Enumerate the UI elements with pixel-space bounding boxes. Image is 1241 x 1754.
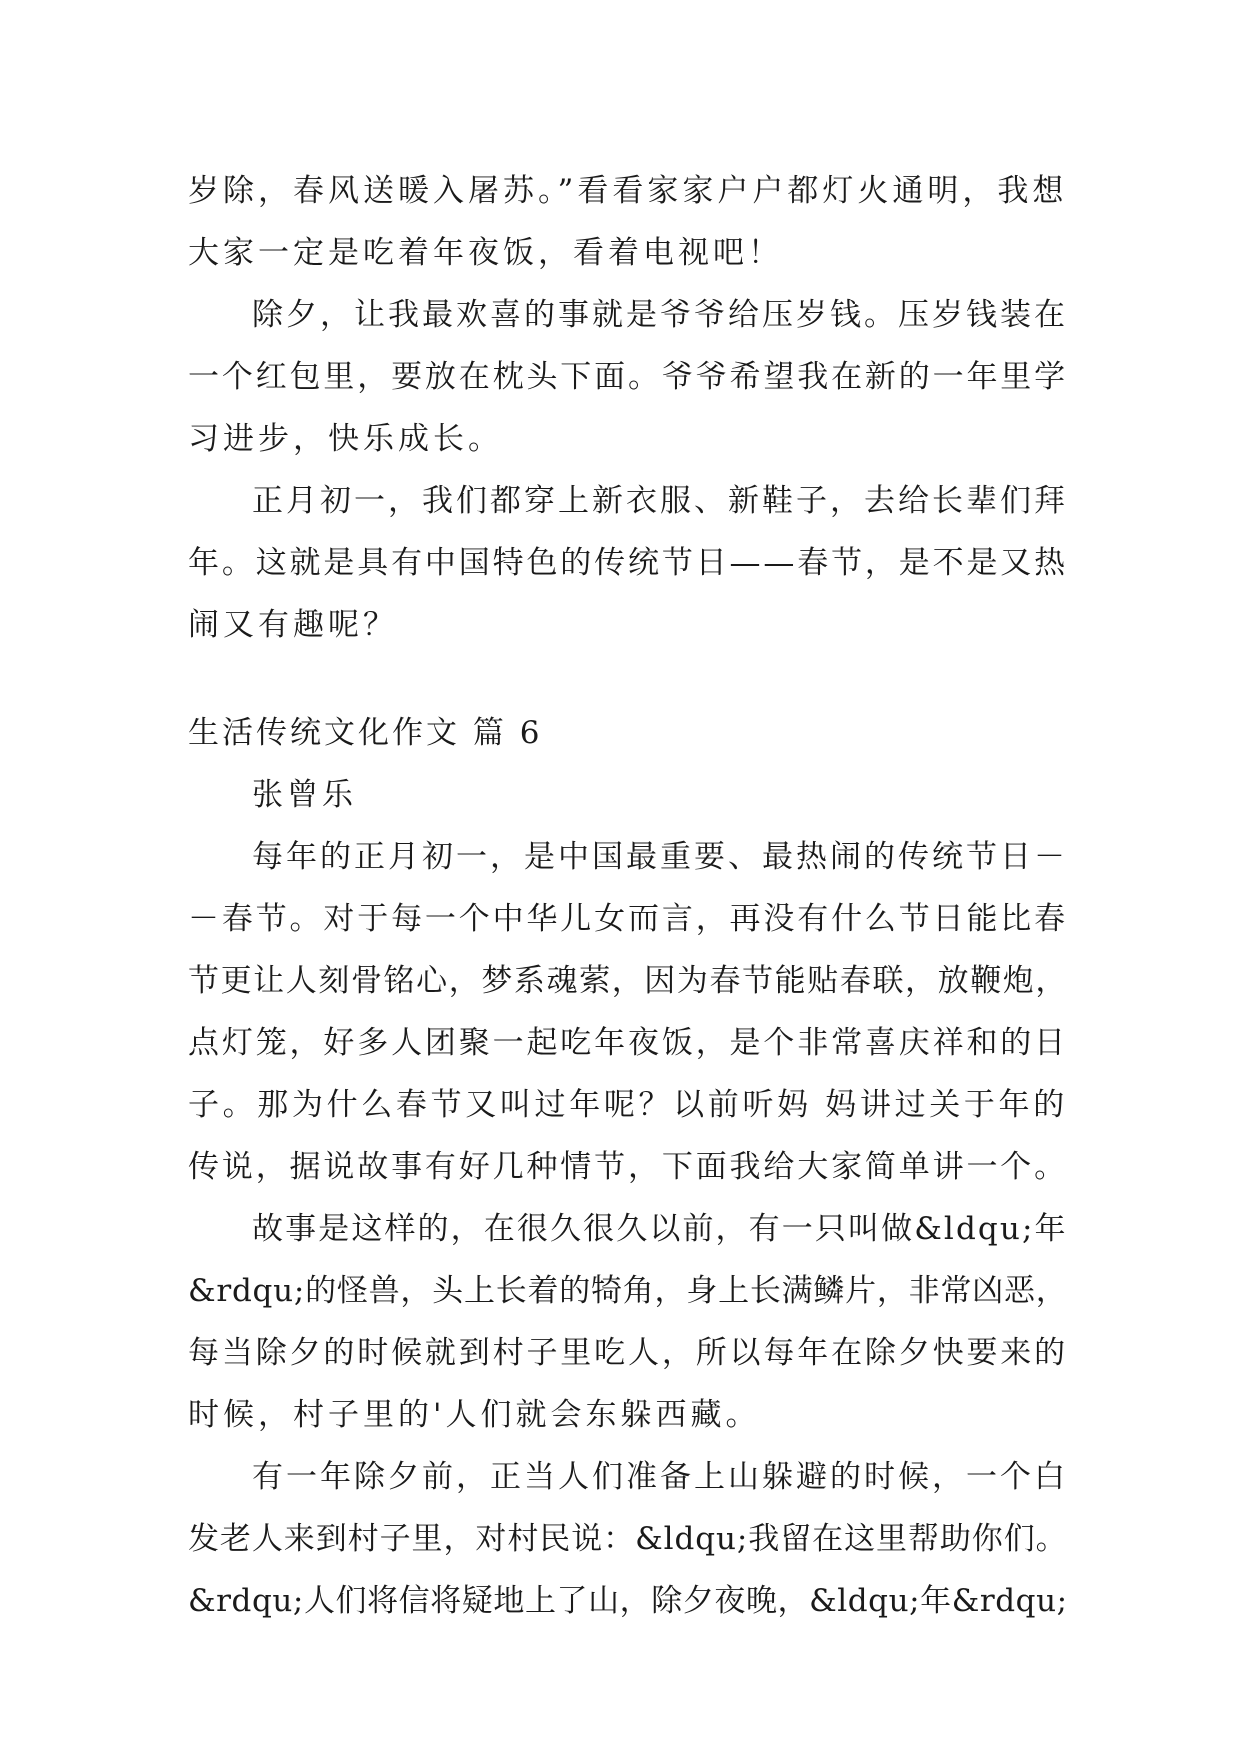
paragraph-line: 年。这就是具有中国特色的传统节日——春节，是不是又热 xyxy=(188,545,1068,581)
paragraph-line: &rdqu;的怪兽，头上长着的犄角，身上长满鳞片，非常凶恶， xyxy=(188,1273,1068,1309)
paragraph-line: 传说，据说故事有好几种情节，下面我给大家简单讲一个。 xyxy=(188,1149,1068,1185)
paragraph-line: 闹又有趣呢？ xyxy=(188,607,398,643)
paragraph-line: －春节。对于每一个中华儿女而言，再没有什么节日能比春 xyxy=(188,901,1068,937)
paragraph-line: 时候，村子里的'人们就会东躲西藏。 xyxy=(188,1397,761,1433)
paragraph-line: 除夕，让我最欢喜的事就是爷爷给压岁钱。压岁钱装在 xyxy=(252,297,1068,333)
paragraph-line: 大家一定是吃着年夜饭，看着电视吧！ xyxy=(188,235,783,271)
paragraph-line: 岁除，春风送暖入屠苏。”看看家家户户都灯火通明，我想 xyxy=(188,173,1068,209)
paragraph-line: 每当除夕的时候就到村子里吃人，所以每年在除夕快要来的 xyxy=(188,1335,1068,1371)
author-name: 张曾乐 xyxy=(252,777,357,813)
paragraph-line: 正月初一，我们都穿上新衣服、新鞋子，去给长辈们拜 xyxy=(252,483,1068,519)
paragraph-line: 习进步，快乐成长。 xyxy=(188,421,503,457)
section-spacer xyxy=(188,656,1068,702)
document-body xyxy=(188,160,1068,1632)
paragraph-line: 故事是这样的，在很久很久以前，有一只叫做&ldqu;年 xyxy=(252,1211,1068,1247)
paragraph-line: 节更让人刻骨铭心，梦系魂萦，因为春节能贴春联，放鞭炮， xyxy=(188,963,1068,999)
paragraph-line: &rdqu;人们将信将疑地上了山，除夕夜晚，&ldqu;年&rdqu; xyxy=(188,1583,1068,1619)
paragraph-line: 每年的正月初一，是中国最重要、最热闹的传统节日－ xyxy=(252,839,1068,875)
paragraph-line: 子。那为什么春节又叫过年呢？以前听妈 妈讲过关于年的 xyxy=(188,1087,1068,1123)
paragraph-line: 发老人来到村子里，对村民说：&ldqu;我留在这里帮助你们。 xyxy=(188,1521,1068,1557)
paragraph-line: 有一年除夕前，正当人们准备上山躲避的时候，一个白 xyxy=(252,1459,1068,1495)
section-title: 生活传统文化作文 篇 6 xyxy=(188,715,543,751)
paragraph-line: 一个红包里，要放在枕头下面。爷爷希望我在新的一年里学 xyxy=(188,359,1068,395)
paragraph-line: 点灯笼，好多人团聚一起吃年夜饭，是个非常喜庆祥和的日 xyxy=(188,1025,1068,1061)
